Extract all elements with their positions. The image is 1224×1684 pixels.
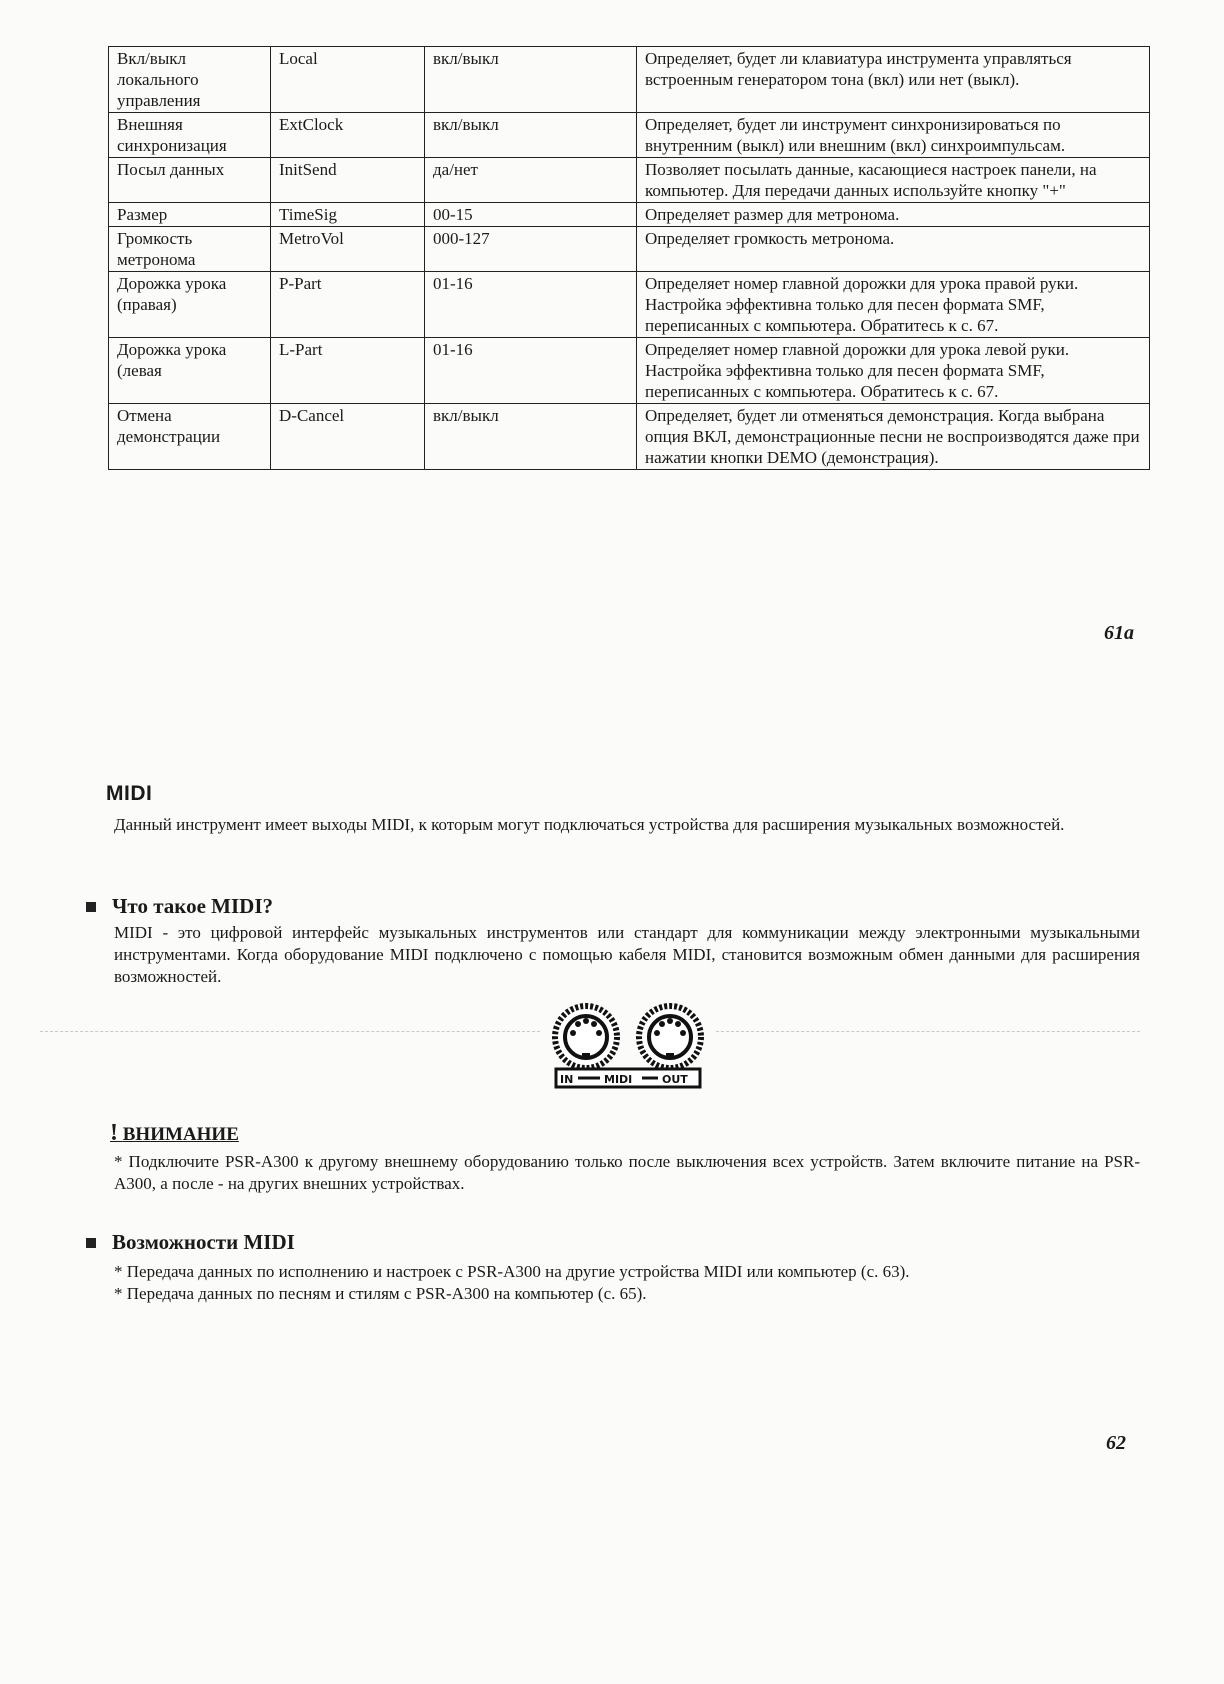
midi-settings-table — [108, 46, 1150, 470]
table-cell-code: L-Part — [271, 338, 425, 404]
table-cell-description: Определяет, будет ли отменяться демонстрация. Когда выбрана опция ВКЛ, демонстрационные песни не воспроизводятся даже при нажатии кнопки DEMO (демонстрация). — [637, 404, 1150, 470]
divider-left — [40, 1031, 540, 1032]
table-row — [109, 272, 1150, 338]
midi-features-heading-text: Возможности MIDI — [112, 1230, 295, 1254]
table-row — [109, 47, 1150, 113]
square-bullet-icon — [86, 902, 96, 912]
table-cell-code: InitSend — [271, 158, 425, 203]
table-cell-value: 01-16 — [425, 338, 637, 404]
table-row — [109, 227, 1150, 272]
table-row — [109, 158, 1150, 203]
midi-section-title: MIDI — [106, 782, 153, 805]
table-cell-value: 01-16 — [425, 272, 637, 338]
warning-heading — [110, 1120, 239, 1147]
table-cell-description: Определяет размер для метронома. — [637, 203, 1150, 227]
table-row — [109, 113, 1150, 158]
table-cell-name: Дорожка урока (левая — [109, 338, 271, 404]
table-cell-description: Определяет номер главной дорожки для урока левой руки. Настройка эффективна только для песен формата SMF, переписанных с компьютера. Обратитесь к с. 67. — [637, 338, 1150, 404]
warning-paragraph: * Подключите PSR-A300 к другому внешнему оборудованию только после выключения всех устройств. Затем включите питание на PSR-A300, а после - на других внешних устройствах. — [114, 1152, 1140, 1193]
table-cell-name: Отмена демонстрации — [109, 404, 271, 470]
table-row — [109, 203, 1150, 227]
table-cell-value: да/нет — [425, 158, 637, 203]
list-item: * Передача данных по песням и стилям с PSR-A300 на компьютер (с. 65). — [114, 1284, 647, 1303]
warning-heading-text: ВНИМАНИЕ — [122, 1124, 239, 1145]
table-cell-description: Определяет номер главной дорожки для урока правой руки. Настройка эффективна только для песен формата SMF, переписанных с компьютера. Обратитесь к с. 67. — [637, 272, 1150, 338]
warning-icon: ! — [110, 1120, 118, 1146]
connector-out-label: OUT — [662, 1073, 688, 1086]
table-cell-name: Посыл данных — [109, 158, 271, 203]
table-cell-value: вкл/выкл — [425, 113, 637, 158]
table-row — [109, 338, 1150, 404]
table-cell-value: 00-15 — [425, 203, 637, 227]
table-cell-value: вкл/выкл — [425, 404, 637, 470]
table-cell-code: D-Cancel — [271, 404, 425, 470]
what-is-midi-heading — [86, 894, 273, 919]
table-cell-name: Размер — [109, 203, 271, 227]
midi-connectors-icon — [548, 1003, 708, 1089]
page-number-bottom: 62 — [1106, 1432, 1126, 1454]
midi-connector-illustration — [548, 1003, 708, 1089]
table-cell-description: Определяет громкость метронома. — [637, 227, 1150, 272]
square-bullet-icon — [86, 1238, 96, 1248]
connector-in-label: IN — [560, 1073, 574, 1086]
table-cell-code: ExtClock — [271, 113, 425, 158]
table-cell-code: P-Part — [271, 272, 425, 338]
midi-intro-paragraph: Данный инструмент имеет выходы MIDI, к которым могут подключаться устройства для расширения музыкальных возможностей. — [114, 815, 1065, 834]
table-row — [109, 404, 1150, 470]
table-cell-name: Громкость метронома — [109, 227, 271, 272]
table-cell-code: Local — [271, 47, 425, 113]
table-cell-description: Определяет, будет ли клавиатура инструмента управляться встроенным генератором тона (вкл) или нет (выкл). — [637, 47, 1150, 113]
table-cell-value: 000-127 — [425, 227, 637, 272]
table-cell-name: Вкл/выкл локального управления — [109, 47, 271, 113]
table-cell-value: вкл/выкл — [425, 47, 637, 113]
table-cell-name: Дорожка урока (правая) — [109, 272, 271, 338]
table-cell-name: Внешняя синхронизация — [109, 113, 271, 158]
table-cell-code: MetroVol — [271, 227, 425, 272]
connector-midi-label: MIDI — [604, 1073, 633, 1086]
list-item: * Передача данных по исполнению и настроек с PSR-A300 на другие устройства MIDI или компьютер (с. 63). — [114, 1262, 910, 1281]
divider-right — [716, 1031, 1140, 1032]
page-number-top: 61a — [1104, 622, 1134, 644]
what-is-midi-paragraph: MIDI - это цифровой интерфейс музыкальных инструментов или стандарт для коммуникации между электронными музыкальными инструментами. Когда оборудование MIDI подключено с помощью кабеля MIDI, становится возможным обмен данными для расширения возможностей. — [114, 923, 1140, 986]
midi-features-heading — [86, 1230, 295, 1255]
table-cell-description: Определяет, будет ли инструмент синхронизироваться по внутренним (выкл) или внешним (вкл) синхроимпульсам. — [637, 113, 1150, 158]
table-cell-code: TimeSig — [271, 203, 425, 227]
table-cell-description: Позволяет посылать данные, касающиеся настроек панели, на компьютер. Для передачи данных используйте кнопку "+" — [637, 158, 1150, 203]
what-is-midi-heading-text: Что такое MIDI? — [112, 894, 273, 918]
